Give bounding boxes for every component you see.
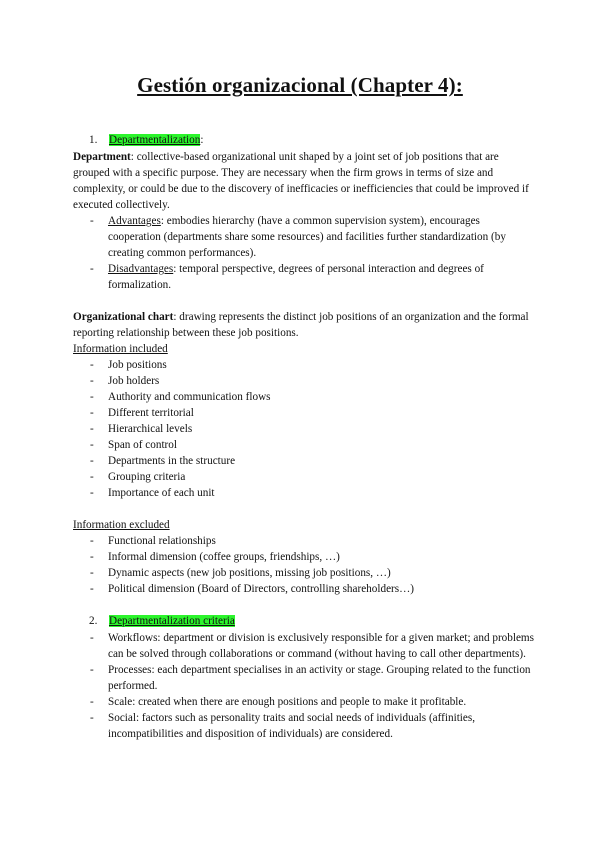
advantages-label: Advantages (108, 215, 161, 227)
list-item: - Departments in the structure (90, 455, 236, 467)
department-definition (73, 149, 535, 213)
disadvantages-label: Disadvantages (108, 263, 174, 275)
list-item: - Processes: each department specialises in an activity or stage. Grouping related to the function performed. (90, 664, 531, 692)
list-item: - Importance of each unit (90, 487, 215, 499)
section-1-title: Departmentalization (109, 134, 201, 146)
excluded-list (73, 533, 535, 597)
list-item: - Political dimension (Board of Directors, controlling shareholders…) (90, 583, 415, 595)
org-chart-text: : drawing represents the distinct job positions of an organization and the formal reporting relationship between these job positions. (73, 311, 529, 339)
list-item: - Job holders (90, 375, 160, 387)
section-2-number: 2. (89, 615, 98, 627)
org-chart-term: Organizational chart (73, 311, 174, 323)
advantages-text: : embodies hierarchy (have a common supervision system), encourages cooperation (departments share some resources) and facilities further standardization (by creating common performances). (108, 215, 506, 259)
section-1-number: 1. (89, 134, 98, 146)
included-list (73, 357, 535, 501)
list-item: - Social: factors such as personality traits and social needs of individuals (affinities, incompatibilities and disposition of individuals) are considered. (90, 712, 476, 740)
list-item: - Advantages: embodies hierarchy (have a common supervision system), encourages cooperation (departments share some resources) and facilities further standardization (by creating common performances). (90, 215, 506, 259)
list-item: - Dynamic aspects (new job positions, missing job positions, …) (90, 567, 391, 579)
disadvantages-text: : temporal perspective, degrees of personal interaction and degrees of formalization. (108, 263, 484, 291)
list-item: - Job positions (90, 359, 167, 371)
list-item: - Disadvantages: temporal perspective, degrees of personal interaction and degrees of formalization. (90, 263, 484, 291)
list-item: - Span of control (90, 439, 177, 451)
section-2-heading (73, 613, 535, 629)
department-text: : collective-based organizational unit shaped by a joint set of job positions that are grouped with a specific purpose. They are necessary when the firm grows in terms of size and complexity, or could be due to the discovery of inefficacies or inefficiencies that could be improved if executed collectively. (73, 151, 529, 211)
section-1-colon: : (200, 134, 204, 146)
list-item: - Grouping criteria (90, 471, 186, 483)
document-body (73, 132, 535, 742)
excluded-heading: Information excluded (73, 519, 170, 531)
included-heading: Information included (73, 343, 168, 355)
pros-cons-list (73, 213, 535, 293)
org-chart-definition (73, 309, 535, 341)
list-item: - Workflows: department or division is exclusively responsible for a given market; and problems can be solved through collaborations or command (without having to call other departments). (90, 632, 534, 660)
section-2-title: Departmentalization criteria (109, 615, 235, 627)
department-term: Department (73, 151, 131, 163)
list-item: - Authority and communication flows (90, 391, 271, 403)
list-item: - Functional relationships (90, 535, 216, 547)
page-title: Gestión organizacional (Chapter 4): (137, 73, 463, 97)
list-item: - Scale: created when there are enough positions and people to make it profitable. (90, 696, 467, 708)
list-item: - Different territorial (90, 407, 194, 419)
criteria-list (73, 630, 535, 742)
list-item: - Hierarchical levels (90, 423, 193, 435)
section-1-heading (73, 132, 535, 148)
list-item: - Informal dimension (coffee groups, friendships, …) (90, 551, 340, 563)
